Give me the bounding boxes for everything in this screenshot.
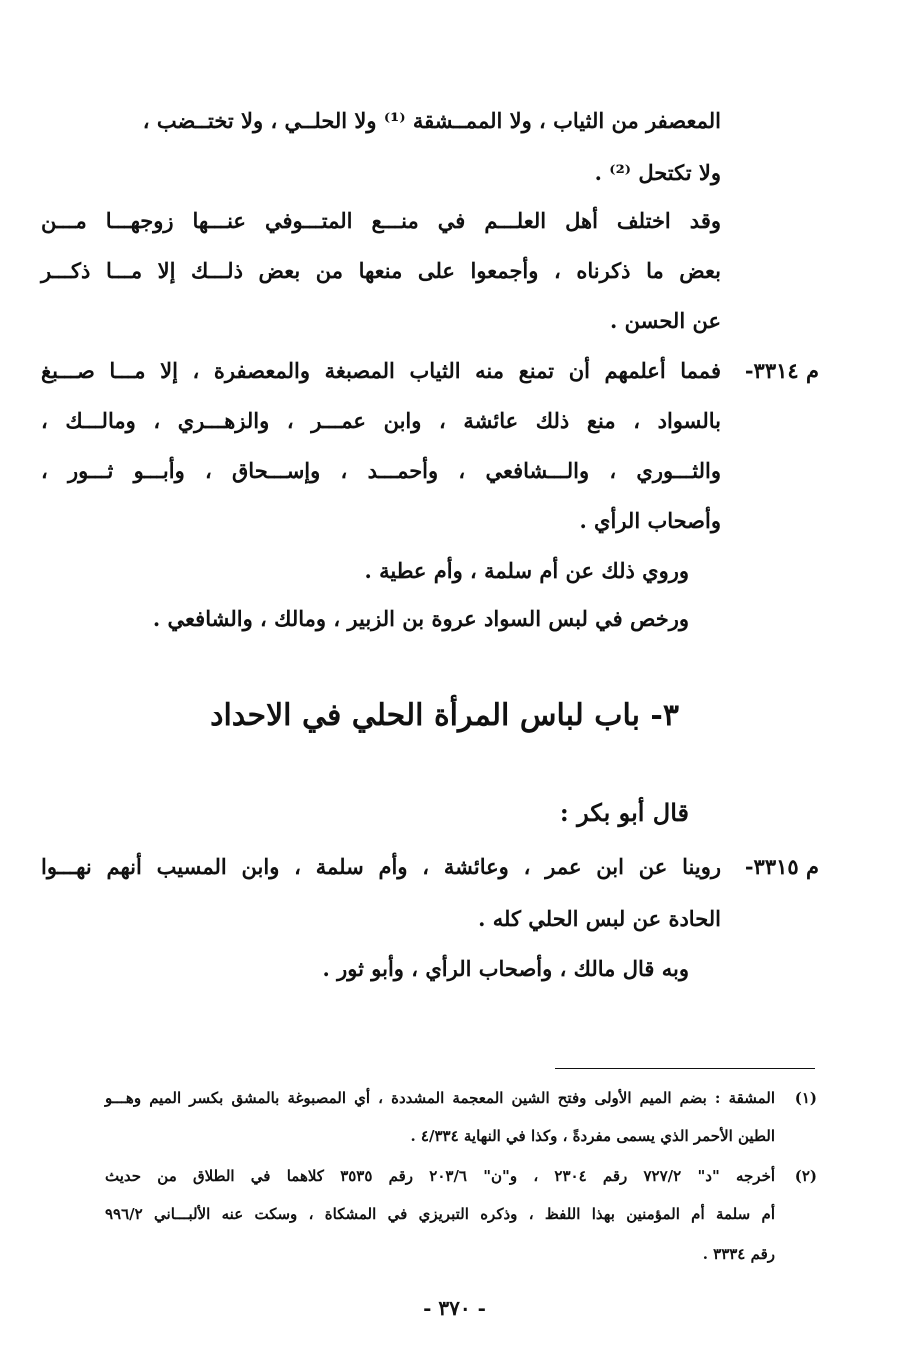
body-line: ولا تكتحل ⁽²⁾ . [594,160,721,185]
entry-3314-line: وأصحاب الرأي . [579,508,721,533]
speaker-label: قال أبو بكر : [559,798,689,827]
entry-3315-line: روينا عن ابن عمر ، وعائشة ، وأم سلمة ، وابن المسيب أنهم نهـــوا [41,854,721,879]
body-line: وروي ذلك عن أم سلمة ، وأم عطية . [364,558,689,583]
footnote-separator [555,1068,815,1069]
chapter-heading: ٣- باب لباس المرأة الحلي في الاحداد [210,698,679,733]
entry-number-3314: م ٣٣١٤- [744,358,819,383]
entry-3315-line: الحادة عن لبس الحلي كله . [478,906,721,931]
body-line: المعصفر من الثياب ، ولا الممــشقة ⁽¹⁾ ولا الحلــي ، ولا تختــضب ، [142,108,721,133]
footnote-line: أم سلمة أم المؤمنين بهذا اللفظ ، وذكره التبريزي في المشكاة ، وسكت عنه الألبـــاني ٩٩٦/٢ [105,1205,775,1223]
footnote-line: رقم ٣٣٣٤ . [702,1245,775,1263]
body-line: وبه قال مالك ، وأصحاب الرأي ، وأبو ثور . [322,956,689,981]
page-number: - ٣٧٠ - [423,1296,486,1320]
footnote-line: المشقة : بضم الميم الأولى وفتح الشين المعجمة المشددة ، أي المصبوغة بالمشق بكسر الميم وهـــو [105,1089,775,1107]
entry-3314-line: بالسواد ، منع ذلك عائشة ، وابن عمـــر ، والزهـــري ، ومالـــك ، [41,408,721,433]
entry-3314-line: والثـــوري ، والـــشافعي ، وأحمـــد ، وإســـحاق ، وأبـــو ثـــور ، [41,458,721,483]
footnote-number: (٢) [794,1167,817,1185]
body-line: وقد اختلف أهل العلـــم في منـــع المتـــوفي عنـــها زوجهـــا مـــن [41,208,721,233]
body-line: ورخص في لبس السواد عروة بن الزبير ، ومالك ، والشافعي . [152,606,689,631]
footnote-number: (١) [794,1089,817,1107]
footnote-line: أخرجه "د" ٧٢٧/٢ رقم ٢٣٠٤ ، و"ن" ٢٠٣/٦ رقم ٣٥٣٥ كلاهما في الطلاق من حديث [105,1167,776,1185]
entry-number-3315: م ٣٣١٥- [744,854,819,879]
body-line: بعض ما ذكرناه ، وأجمعوا على منعها من بعض ذلـــك إلا مـــا ذكـــر [41,258,721,283]
footnote-line: الطين الأحمر الذي يسمى مفردةً ، وكذا في النهاية ٤/٣٣٤ . [410,1127,775,1145]
body-line: عن الحسن . [610,308,721,333]
entry-3314-line: فمما أعلمهم أن تمنع منه الثياب المصبغة والمعصفرة ، إلا مـــا صـــبغ [41,358,721,383]
